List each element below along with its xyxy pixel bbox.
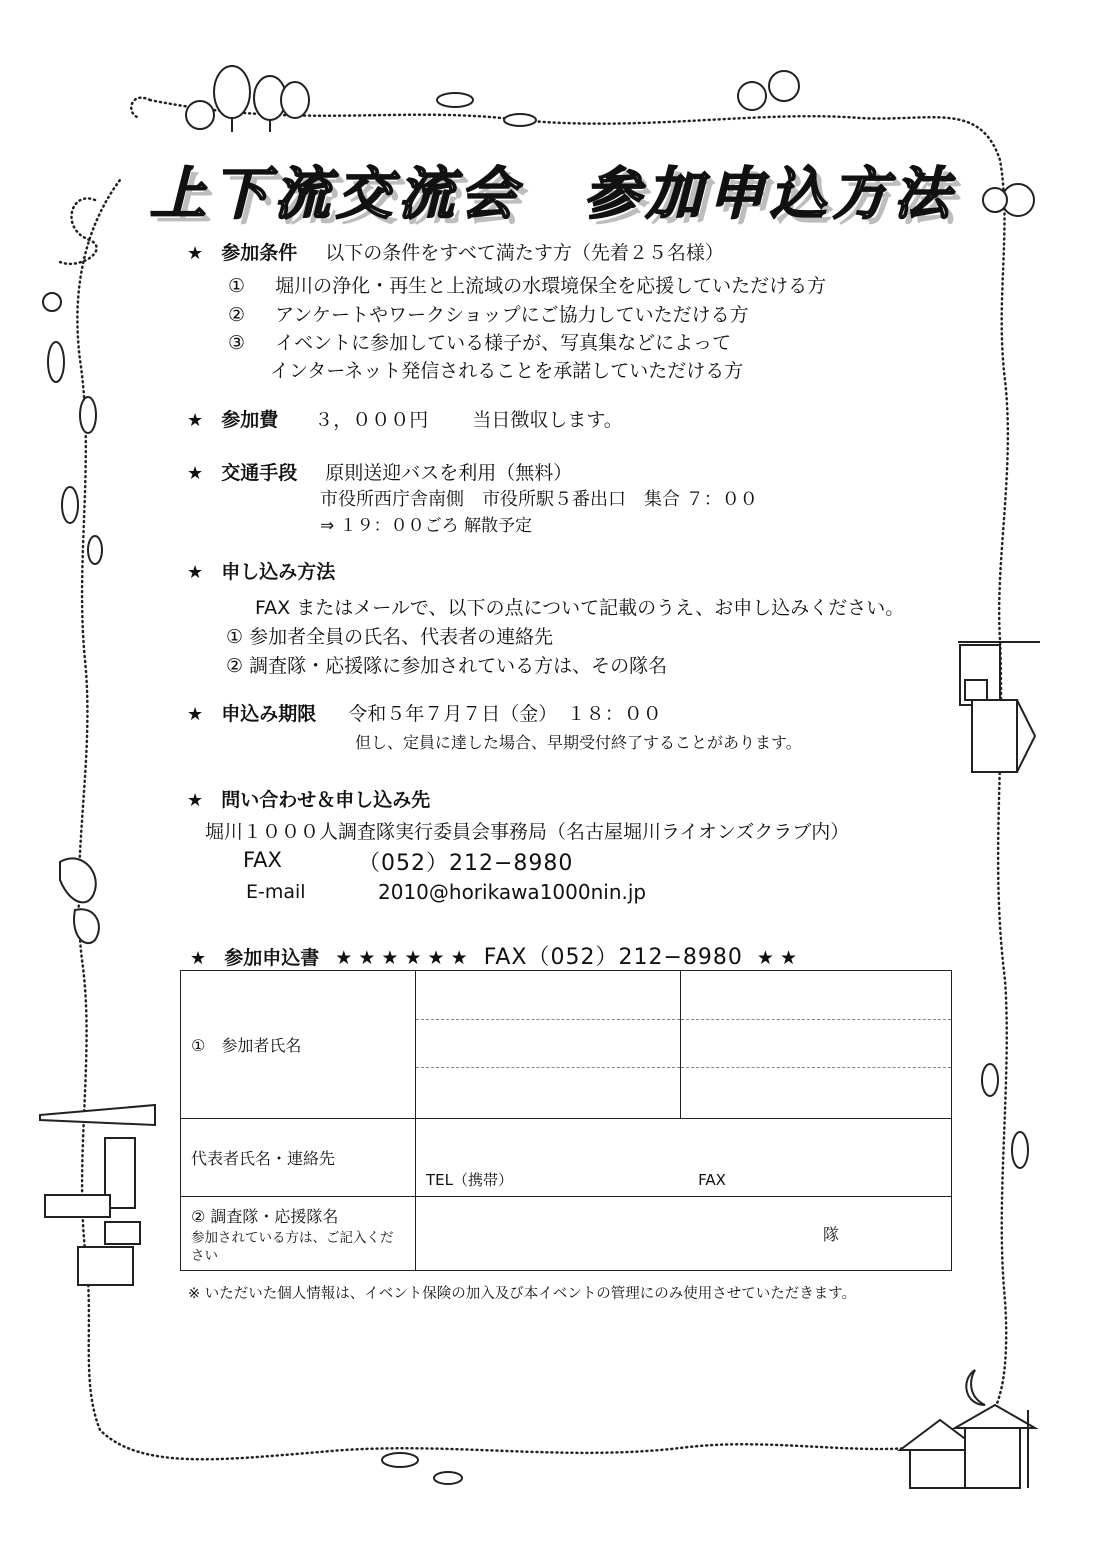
contact-heading: 問い合わせ＆申し込み先: [221, 789, 431, 811]
conditions-lead: 以下の条件をすべて満たす方（先着２５名様）: [325, 242, 724, 264]
participant-name-label: ① 参加者氏名: [181, 971, 416, 1119]
contact-section: [187, 785, 430, 812]
contact-org: 堀川１０００人調査隊実行委員会事務局（名古屋堀川ライオンズクラブ内）: [205, 821, 850, 843]
star-bullet-icon: ★: [187, 704, 204, 725]
team-name-hint: 参加されている方は、ご記入ください: [191, 1230, 394, 1264]
star-bullet-icon: ★: [190, 948, 207, 969]
transport-line2: 市役所西庁舎南側 市役所駅５番出口 集合 ７：００: [320, 489, 758, 510]
representative-field[interactable]: [416, 1119, 952, 1197]
apply-line1: FAX またはメールで、以下の点について記載のうえ、お申し込みください。: [255, 597, 905, 619]
contact-email-label: E-mail: [246, 881, 306, 903]
transport-line1: 原則送迎バスを利用（無料）: [325, 462, 573, 484]
form-title-stars-end: ★ ★: [756, 947, 798, 969]
apply-heading: 申し込み方法: [221, 561, 336, 583]
deadline-note: 但し、定員に達した場合、早期受付終了することがあります。: [355, 733, 802, 752]
contact-fax-number: （052）212−8980: [358, 851, 574, 876]
star-bullet-icon: ★: [187, 410, 204, 431]
star-bullet-icon: ★: [187, 790, 204, 811]
condition-text: 堀川の浄化・再生と上流域の水環境保全を応援していただける方: [275, 275, 827, 297]
fee-note: 当日徴収します。: [472, 409, 623, 431]
participant-name-field[interactable]: [681, 971, 952, 1020]
participant-name-field[interactable]: [416, 971, 681, 1020]
team-suffix: 隊: [822, 1225, 839, 1244]
participant-name-field[interactable]: [416, 1020, 681, 1068]
apply-item1: ① 参加者全員の氏名、代表者の連絡先: [226, 626, 554, 648]
fax-label: FAX: [698, 1171, 726, 1189]
fee-heading: 参加費: [221, 409, 279, 431]
condition-text: イベントに参加している様子が、写真集などによって: [275, 332, 732, 354]
application-form: [180, 970, 952, 1271]
condition-text: アンケートやワークショップにご協力していただける方: [275, 304, 749, 326]
condition-item-3-continued: インターネット発信されることを承諾していただける方: [270, 360, 744, 382]
fee-section: [187, 405, 623, 432]
condition-number: ①: [228, 275, 246, 297]
conditions-section: [187, 238, 724, 265]
team-name-field[interactable]: [416, 1197, 952, 1271]
participant-name-field[interactable]: [681, 1020, 952, 1068]
contact-fax-label: FAX: [243, 848, 282, 872]
condition-number: ②: [228, 304, 246, 326]
deadline-heading: 申込み期限: [221, 703, 317, 725]
transport-line3: ⇒ １９：００ごろ 解散予定: [320, 516, 533, 536]
team-name-label-cell: [181, 1197, 416, 1271]
team-name-label: ② 調査隊・応援隊名: [191, 1207, 339, 1226]
representative-label: 代表者氏名・連絡先: [181, 1119, 416, 1197]
star-bullet-icon: ★: [187, 463, 204, 484]
form-title: 参加申込書: [224, 947, 320, 969]
form-title-line: [190, 940, 797, 971]
participant-name-field[interactable]: [681, 1068, 952, 1119]
transport-heading: 交通手段: [221, 462, 298, 484]
condition-item-2: [228, 300, 749, 327]
contact-email[interactable]: 2010@horikawa1000nin.jp: [378, 880, 647, 904]
condition-item-1: [228, 271, 826, 298]
form-fax-number: FAX（052）212−8980: [483, 945, 743, 970]
privacy-footnote: ※ いただいた個人情報は、イベント保険の加入及び本イベントの管理にのみ使用させていただきます。: [188, 1286, 857, 1302]
apply-section: [187, 557, 335, 584]
condition-item-3: [228, 328, 731, 355]
star-bullet-icon: ★: [187, 562, 204, 583]
conditions-heading: 参加条件: [221, 242, 298, 264]
deadline-section: [187, 699, 662, 726]
participant-name-field[interactable]: [416, 1068, 681, 1119]
page-title: 上下流交流会 参加申込方法: [150, 162, 956, 227]
deadline-date: 令和５年７月７日（金） １８：００: [348, 703, 662, 725]
transport-section: [187, 458, 572, 485]
apply-item2: ② 調査隊・応援隊に参加されている方は、その隊名: [226, 655, 668, 677]
tel-label: TEL（携帯）: [426, 1171, 513, 1189]
condition-number: ③: [228, 332, 246, 354]
star-bullet-icon: ★: [187, 243, 204, 264]
form-title-stars: ★ ★ ★ ★ ★ ★: [335, 947, 468, 969]
fee-amount: ３，０００円: [314, 409, 429, 431]
